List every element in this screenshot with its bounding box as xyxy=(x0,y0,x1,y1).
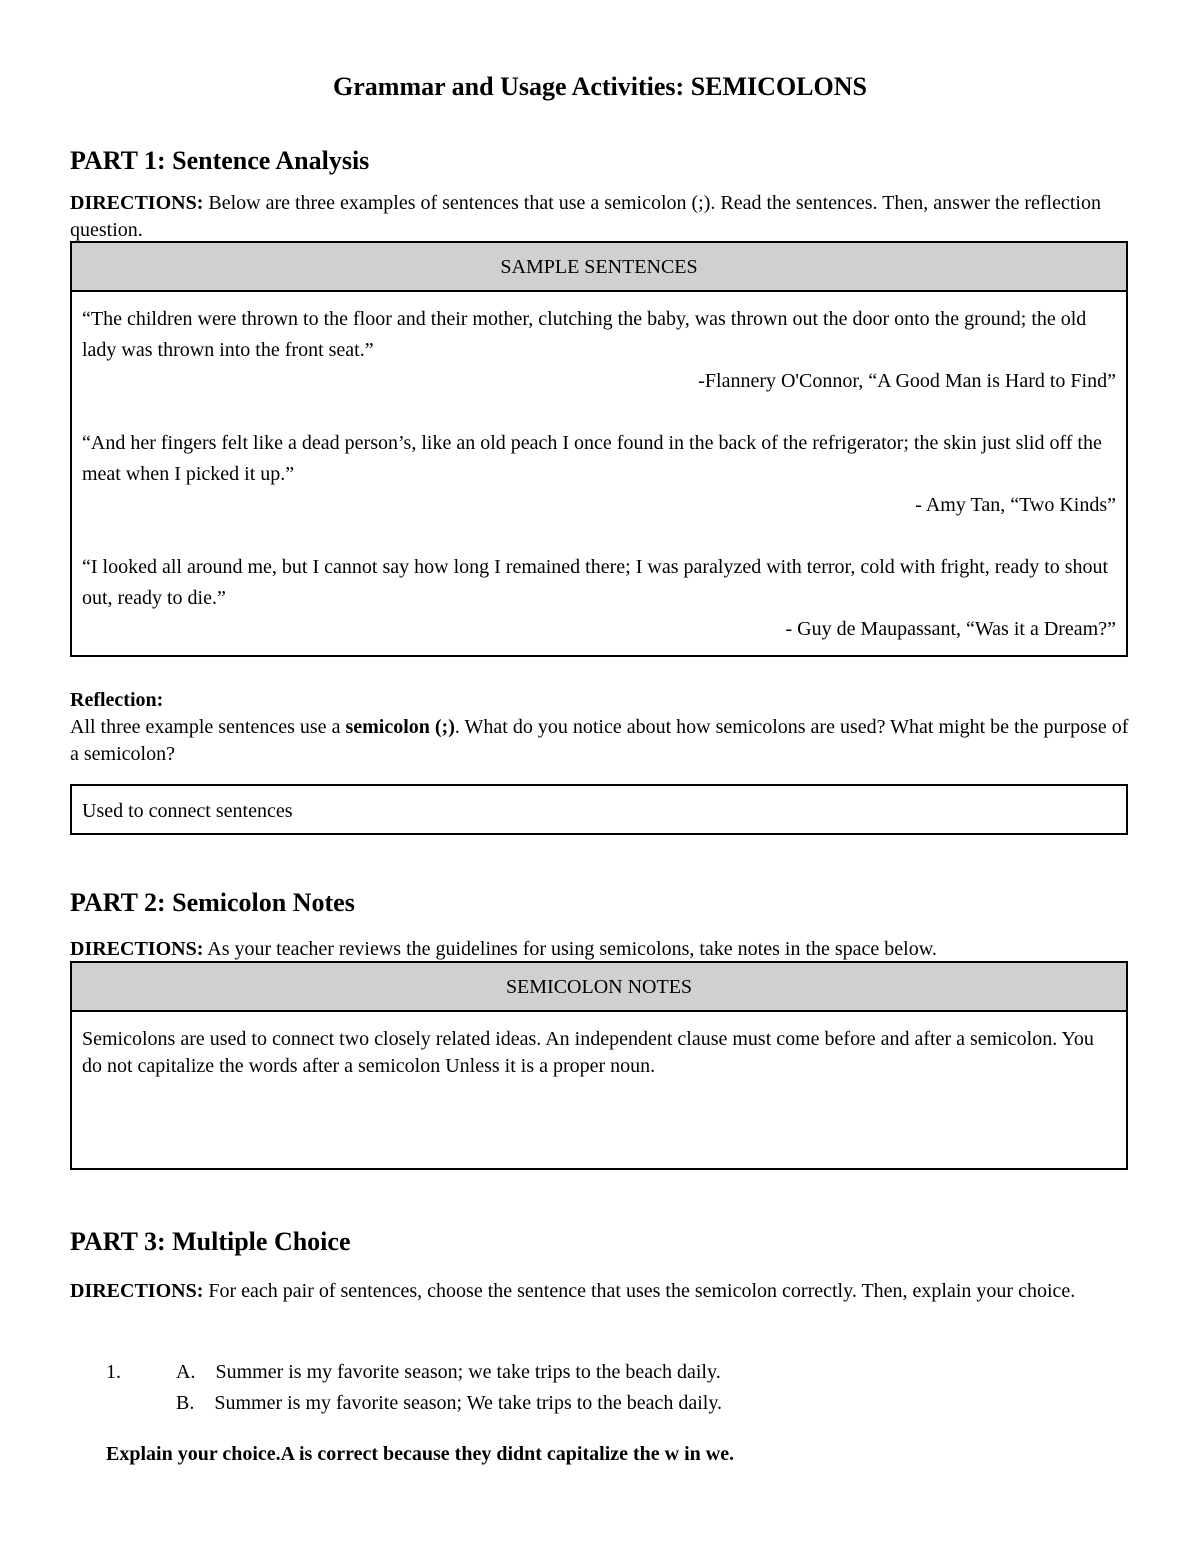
option-b[interactable] xyxy=(176,1388,722,1419)
quote-text: “The children were thrown to the floor and their mother, clutching the baby, was thrown out the door onto the ground; the old lady was thrown into the front seat.” xyxy=(82,308,1087,361)
page-title: Grammar and Usage Activities: SEMICOLONS xyxy=(333,72,867,101)
explain-answer[interactable]: Explain your choice.A is correct because they didnt capitalize the w in we. xyxy=(106,1443,735,1465)
reflection-label: Reflection: xyxy=(70,689,164,711)
part3-directions-text: For each pair of sentences, choose the sentence that uses the semicolon correctly. Then, explain your choice. xyxy=(203,1280,1076,1302)
option-text: Summer is my favorite season; We take trips to the beach daily. xyxy=(214,1392,723,1414)
reflection-question-pre: All three example sentences use a xyxy=(70,716,346,738)
sample-sentences-header: SAMPLE SENTENCES xyxy=(72,243,1126,292)
semicolon-notes-text[interactable]: Semicolons are used to connect two closely related ideas. An independent clause must come before and after a semicolon. You do not capitalize the words after a semicolon Unless it is a proper noun. xyxy=(82,1028,1094,1077)
semicolon-notes-header: SEMICOLON NOTES xyxy=(72,963,1126,1012)
part2-directions-label: DIRECTIONS: xyxy=(70,938,204,960)
part2-directions xyxy=(70,936,1132,963)
reflection-question-bold: semicolon (;) xyxy=(345,716,455,738)
reflection-question xyxy=(70,714,1132,768)
reflection-question-post: . What do you notice about how semicolons are used? What might be the purpose of a semicolon? xyxy=(70,716,1129,765)
option-letter: A. xyxy=(176,1361,196,1383)
option-a[interactable] xyxy=(176,1357,721,1388)
quote-block xyxy=(72,304,1126,397)
quote-attribution: - Amy Tan, “Two Kinds” xyxy=(915,494,1116,516)
reflection-answer-box[interactable] xyxy=(70,784,1128,835)
quote-text: “I looked all around me, but I cannot say how long I remained there; I was paralyzed with terror, cold with fright, ready to shout out, ready to die.” xyxy=(82,556,1109,609)
quote-block xyxy=(72,428,1126,521)
quote-text: “And her fingers felt like a dead person’s, like an old peach I once found in the back of the refrigerator; the skin just slid off the meat when I picked it up.” xyxy=(82,432,1102,485)
quote-block xyxy=(72,552,1126,645)
part2-heading: PART 2: Semicolon Notes xyxy=(70,888,355,917)
option-text: Summer is my favorite season; we take trips to the beach daily. xyxy=(215,1361,721,1383)
part2-directions-text: As your teacher reviews the guidelines for using semicolons, take notes in the space below. xyxy=(203,938,937,960)
quote-attribution: - Guy de Maupassant, “Was it a Dream?” xyxy=(785,618,1116,640)
reflection-answer: Used to connect sentences xyxy=(82,800,293,822)
part1-directions-label: DIRECTIONS: xyxy=(70,192,204,214)
part3-heading: PART 3: Multiple Choice xyxy=(70,1227,351,1256)
sample-sentences-table xyxy=(70,241,1128,657)
option-letter: B. xyxy=(176,1392,195,1414)
part3-directions xyxy=(70,1276,1132,1307)
part3-directions-label: DIRECTIONS: xyxy=(70,1280,204,1302)
quote-attribution: -Flannery O'Connor, “A Good Man is Hard to Find” xyxy=(698,370,1116,392)
part1-directions-text: Below are three examples of sentences that use a semicolon (;). Read the sentences. Then, answer the reflection question. xyxy=(70,192,1101,241)
part1-heading: PART 1: Sentence Analysis xyxy=(70,146,370,175)
part1-directions xyxy=(70,190,1132,244)
question-number: 1. xyxy=(106,1361,121,1383)
semicolon-notes-table xyxy=(70,961,1128,1170)
